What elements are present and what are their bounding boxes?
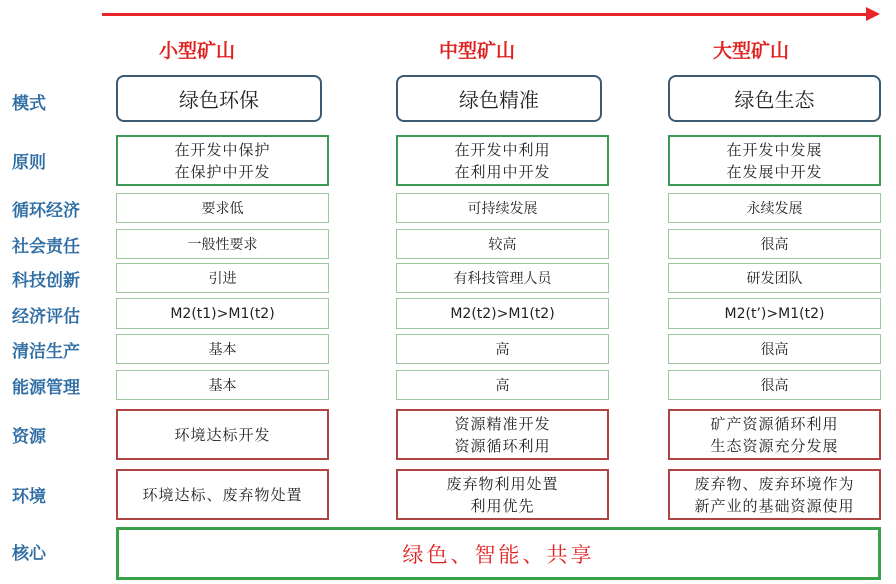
econ-cell-medium: M2(t2)>M1(t2)	[396, 298, 609, 329]
environment-line: 环境达标、废弃物处置	[142, 485, 303, 504]
principle-cell-medium	[396, 135, 609, 186]
row-label-core: 核心	[12, 544, 46, 564]
progression-arrow-head	[866, 7, 880, 21]
resource-line: 环境达标开发	[174, 425, 271, 444]
resource-line: 资源循环利用	[454, 436, 551, 455]
environment-line: 利用优先	[470, 496, 535, 515]
row-label-mode: 模式	[12, 94, 46, 114]
resource-line: 矿产资源循环利用	[710, 414, 839, 433]
principle-cell-large	[668, 135, 881, 186]
clean-cell-large: 很高	[668, 334, 881, 364]
mode-cell-small: 绿色环保	[116, 75, 322, 122]
social-cell-large: 很高	[668, 229, 881, 259]
clean-cell-medium: 高	[396, 334, 609, 364]
mode-cell-medium: 绿色精准	[396, 75, 602, 122]
row-label-clean: 清洁生产	[12, 342, 80, 362]
environment-cell-medium	[396, 469, 609, 520]
resource-cell-medium	[396, 409, 609, 460]
clean-cell-small: 基本	[116, 334, 329, 364]
row-label-circular: 循环经济	[12, 201, 80, 221]
row-label-resource: 资源	[12, 427, 46, 447]
row-label-econ: 经济评估	[12, 307, 80, 327]
resource-line: 资源精准开发	[454, 414, 551, 433]
energy-cell-small: 基本	[116, 370, 329, 400]
principle-cell-small	[116, 135, 329, 186]
tech-cell-large: 研发团队	[668, 263, 881, 293]
principle-line: 在利用中开发	[454, 162, 551, 181]
social-cell-medium: 较高	[396, 229, 609, 259]
environment-cell-small	[116, 469, 329, 520]
energy-cell-medium: 高	[396, 370, 609, 400]
core-cell: 绿色、智能、共享	[116, 527, 881, 580]
column-title-large: 大型矿山	[712, 40, 789, 62]
principle-line: 在发展中开发	[726, 162, 823, 181]
environment-cell-large	[668, 469, 881, 520]
row-label-environment: 环境	[12, 487, 46, 507]
tech-cell-small: 引进	[116, 263, 329, 293]
circular-cell-medium: 可持续发展	[396, 193, 609, 223]
principle-line: 在保护中开发	[174, 162, 271, 181]
econ-cell-large: M2(t’)>M1(t2)	[668, 298, 881, 329]
resource-line: 生态资源充分发展	[710, 436, 839, 455]
row-label-social: 社会责任	[12, 237, 80, 257]
principle-line: 在开发中发展	[726, 140, 823, 159]
social-cell-small: 一般性要求	[116, 229, 329, 259]
environment-line: 新产业的基础资源使用	[694, 496, 855, 515]
resource-cell-large	[668, 409, 881, 460]
energy-cell-large: 很高	[668, 370, 881, 400]
environment-line: 废弃物、废弃环境作为	[694, 474, 855, 493]
row-label-principle: 原则	[12, 153, 46, 173]
mode-cell-large: 绿色生态	[668, 75, 881, 122]
tech-cell-medium: 有科技管理人员	[396, 263, 609, 293]
row-label-energy: 能源管理	[12, 378, 80, 398]
circular-cell-small: 要求低	[116, 193, 329, 223]
resource-cell-small	[116, 409, 329, 460]
column-title-medium: 中型矿山	[438, 40, 515, 62]
column-title-small: 小型矿山	[158, 40, 235, 62]
row-label-tech: 科技创新	[12, 271, 80, 291]
principle-line: 在开发中利用	[454, 140, 551, 159]
econ-cell-small: M2(t1)>M1(t2)	[116, 298, 329, 329]
principle-line: 在开发中保护	[174, 140, 271, 159]
environment-line: 废弃物利用处置	[446, 474, 559, 493]
progression-arrow-line	[102, 13, 872, 16]
circular-cell-large: 永续发展	[668, 193, 881, 223]
